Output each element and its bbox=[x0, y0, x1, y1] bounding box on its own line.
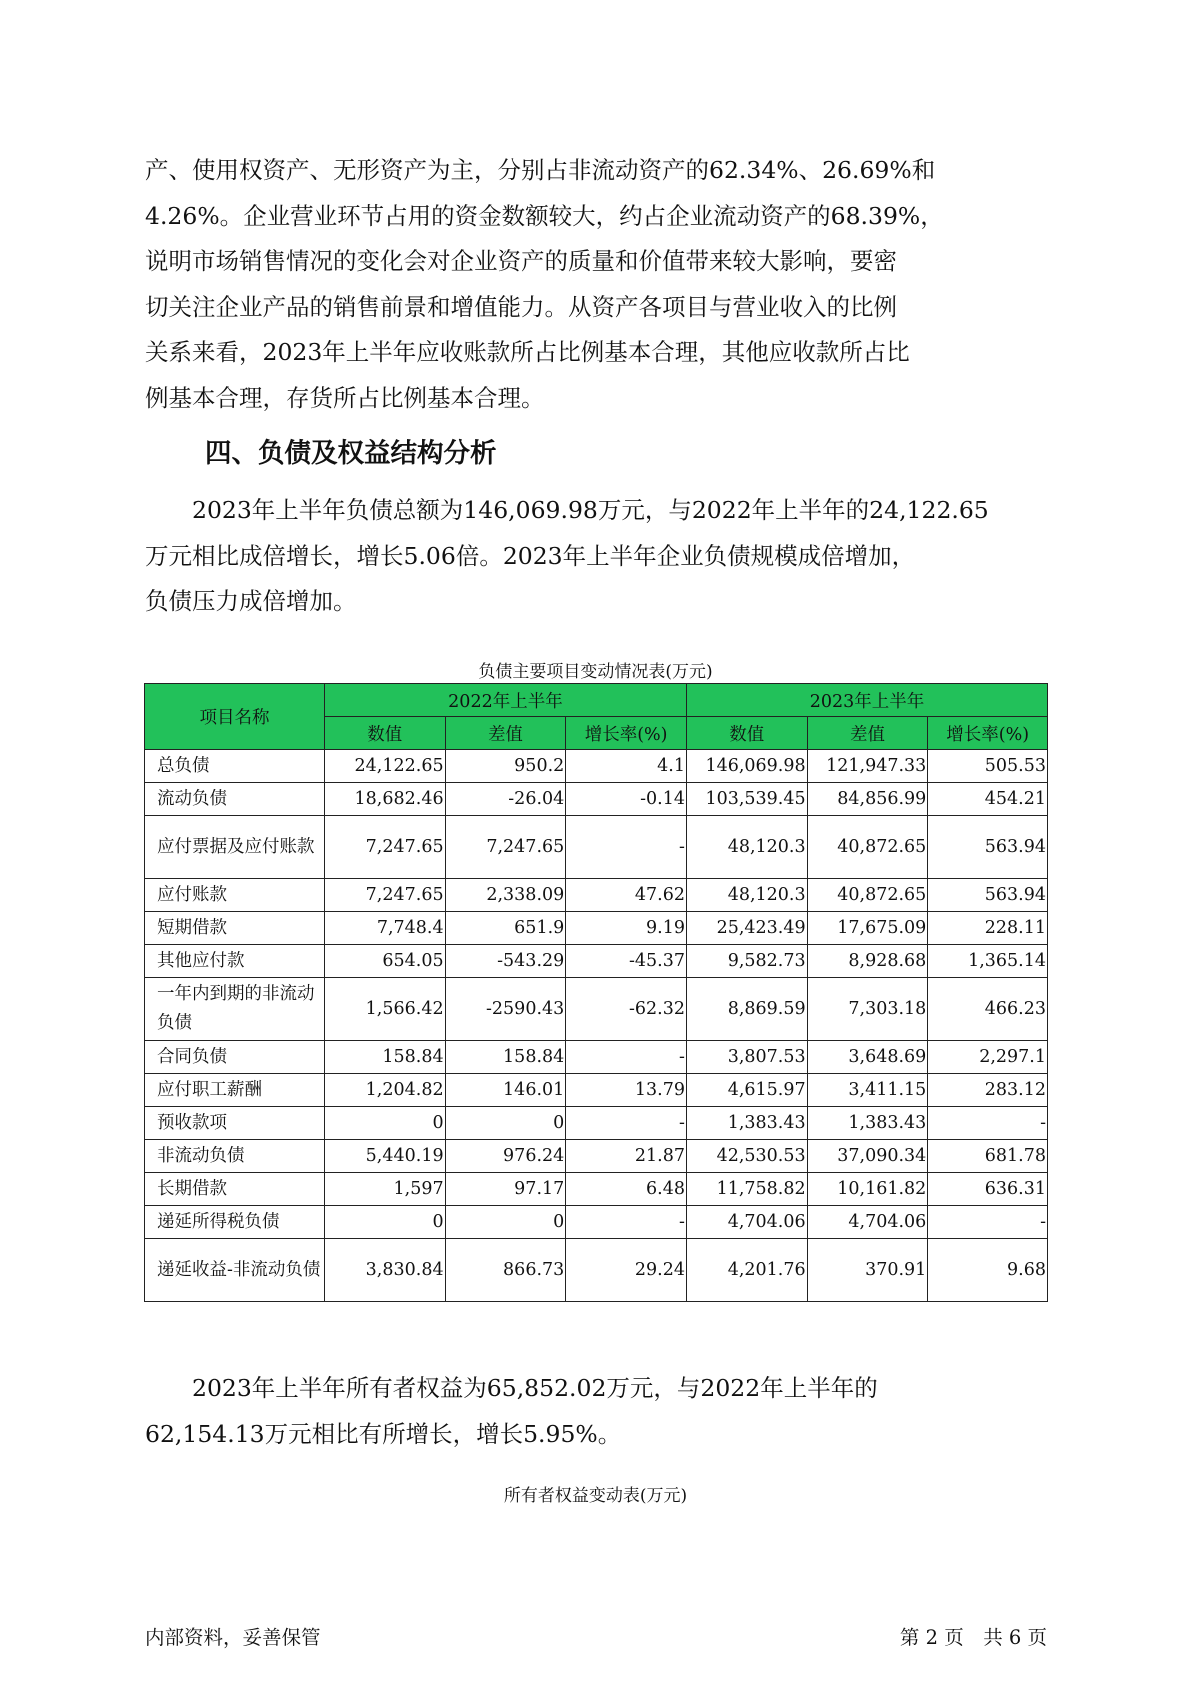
row-value-cell: 636.31 bbox=[928, 1173, 1048, 1206]
row-item-name: 流动负债 bbox=[145, 783, 325, 816]
table-row bbox=[145, 783, 1048, 816]
table-row bbox=[145, 750, 1048, 783]
row-value-cell: 40,872.65 bbox=[807, 816, 928, 879]
table-header-row bbox=[145, 684, 1048, 717]
row-value-cell: - bbox=[566, 1206, 687, 1239]
row-value-cell: -543.29 bbox=[445, 945, 566, 978]
row-item-name: 非流动负债 bbox=[145, 1140, 325, 1173]
row-value-cell: -26.04 bbox=[445, 783, 566, 816]
row-value-cell: 146,069.98 bbox=[686, 750, 807, 783]
row-item-name: 一年内到期的非流动负债 bbox=[145, 978, 325, 1041]
paragraph-asset-analysis bbox=[145, 148, 1045, 421]
row-item-name: 总负债 bbox=[145, 750, 325, 783]
row-value-cell: - bbox=[566, 1041, 687, 1074]
row-value-cell: 7,247.65 bbox=[324, 816, 445, 879]
row-value-cell: 0 bbox=[324, 1206, 445, 1239]
row-value-cell: 24,122.65 bbox=[324, 750, 445, 783]
row-item-name: 其他应付款 bbox=[145, 945, 325, 978]
row-item-name: 预收款项 bbox=[145, 1107, 325, 1140]
row-value-cell: 2,338.09 bbox=[445, 879, 566, 912]
row-value-cell: 9,582.73 bbox=[686, 945, 807, 978]
row-value-cell: -0.14 bbox=[566, 783, 687, 816]
row-value-cell: - bbox=[566, 1107, 687, 1140]
row-value-cell: 84,856.99 bbox=[807, 783, 928, 816]
row-value-cell: 158.84 bbox=[445, 1041, 566, 1074]
row-value-cell: 466.23 bbox=[928, 978, 1048, 1041]
row-value-cell: 8,869.59 bbox=[686, 978, 807, 1041]
row-value-cell: 9.68 bbox=[928, 1239, 1048, 1302]
row-value-cell: 47.62 bbox=[566, 879, 687, 912]
liability-table bbox=[144, 683, 1048, 1302]
section-heading: 四、负债及权益结构分析 bbox=[205, 438, 497, 469]
text-line: 2023年上半年所有者权益为65,852.02万元，与2022年上半年的 bbox=[145, 1374, 878, 1402]
header-period-2023: 2023年上半年 bbox=[686, 684, 1047, 717]
row-value-cell: 42,530.53 bbox=[686, 1140, 807, 1173]
row-value-cell: 505.53 bbox=[928, 750, 1048, 783]
row-value-cell: 7,247.65 bbox=[445, 816, 566, 879]
table-row bbox=[145, 1173, 1048, 1206]
row-value-cell: 370.91 bbox=[807, 1239, 928, 1302]
text-line: 切关注企业产品的销售前景和增值能力。从资产各项目与营业收入的比例 bbox=[145, 292, 897, 321]
text-line: 例基本合理，存货所占比例基本合理。 bbox=[145, 383, 545, 412]
row-value-cell: 651.9 bbox=[445, 912, 566, 945]
row-value-cell: 18,682.46 bbox=[324, 783, 445, 816]
row-value-cell: - bbox=[566, 816, 687, 879]
header-period-2022: 2022年上半年 bbox=[324, 684, 686, 717]
row-value-cell: 8,928.68 bbox=[807, 945, 928, 978]
table-row bbox=[145, 816, 1048, 879]
row-item-name: 短期借款 bbox=[145, 912, 325, 945]
table-row bbox=[145, 1041, 1048, 1074]
table-row bbox=[145, 1206, 1048, 1239]
text-line: 产、使用权资产、无形资产为主，分别占非流动资产的62.34%、26.69%和 bbox=[145, 156, 936, 184]
row-value-cell: 103,539.45 bbox=[686, 783, 807, 816]
row-value-cell: 121,947.33 bbox=[807, 750, 928, 783]
row-value-cell: 1,383.43 bbox=[686, 1107, 807, 1140]
row-value-cell: 13.79 bbox=[566, 1074, 687, 1107]
row-value-cell: 37,090.34 bbox=[807, 1140, 928, 1173]
row-item-name: 应付票据及应付账款 bbox=[145, 816, 325, 879]
row-value-cell: 97.17 bbox=[445, 1173, 566, 1206]
row-value-cell: 21.87 bbox=[566, 1140, 687, 1173]
row-item-name: 递延所得税负债 bbox=[145, 1206, 325, 1239]
footer-confidential-note: 内部资料，妥善保管 bbox=[145, 1626, 321, 1649]
row-value-cell: -62.32 bbox=[566, 978, 687, 1041]
row-value-cell: 25,423.49 bbox=[686, 912, 807, 945]
row-value-cell: 1,204.82 bbox=[324, 1074, 445, 1107]
row-value-cell: 5,440.19 bbox=[324, 1140, 445, 1173]
row-value-cell: 1,383.43 bbox=[807, 1107, 928, 1140]
row-value-cell: 4,201.76 bbox=[686, 1239, 807, 1302]
row-value-cell: 40,872.65 bbox=[807, 879, 928, 912]
text-line: 万元相比成倍增长，增长5.06倍。2023年上半年企业负债规模成倍增加， bbox=[145, 541, 916, 570]
table-row bbox=[145, 1140, 1048, 1173]
table-row bbox=[145, 879, 1048, 912]
row-value-cell: 681.78 bbox=[928, 1140, 1048, 1173]
row-value-cell: 866.73 bbox=[445, 1239, 566, 1302]
row-value-cell: 29.24 bbox=[566, 1239, 687, 1302]
row-value-cell: 4,704.06 bbox=[686, 1206, 807, 1239]
row-value-cell: 146.01 bbox=[445, 1074, 566, 1107]
text-line: 关系来看，2023年上半年应收账款所占比例基本合理，其他应收款所占比 bbox=[145, 338, 910, 366]
row-value-cell: -2590.43 bbox=[445, 978, 566, 1041]
table-caption: 负债主要项目变动情况表(万元) bbox=[478, 662, 713, 682]
header-item-name: 项目名称 bbox=[145, 684, 325, 750]
row-value-cell: 563.94 bbox=[928, 879, 1048, 912]
header-growth: 增长率(%) bbox=[928, 717, 1048, 750]
footer-page-number: 第 2 页 共 6 页 bbox=[899, 1626, 1047, 1649]
row-value-cell: 158.84 bbox=[324, 1041, 445, 1074]
row-value-cell: 454.21 bbox=[928, 783, 1048, 816]
row-item-name: 应付职工薪酬 bbox=[145, 1074, 325, 1107]
row-value-cell: 950.2 bbox=[445, 750, 566, 783]
row-value-cell: 6.48 bbox=[566, 1173, 687, 1206]
row-value-cell: 654.05 bbox=[324, 945, 445, 978]
row-value-cell: 2,297.1 bbox=[928, 1041, 1048, 1074]
row-value-cell: 3,411.15 bbox=[807, 1074, 928, 1107]
row-value-cell: 3,807.53 bbox=[686, 1041, 807, 1074]
header-value: 数值 bbox=[686, 717, 807, 750]
text-line: 2023年上半年负债总额为146,069.98万元，与2022年上半年的24,122.65 bbox=[145, 496, 989, 524]
row-value-cell: - bbox=[928, 1107, 1048, 1140]
table-row bbox=[145, 1239, 1048, 1302]
row-value-cell: 3,830.84 bbox=[324, 1239, 445, 1302]
row-value-cell: 7,303.18 bbox=[807, 978, 928, 1041]
row-value-cell: 563.94 bbox=[928, 816, 1048, 879]
row-value-cell: -45.37 bbox=[566, 945, 687, 978]
row-value-cell: 0 bbox=[324, 1107, 445, 1140]
table-row bbox=[145, 978, 1048, 1041]
row-value-cell: 1,365.14 bbox=[928, 945, 1048, 978]
text-line: 负债压力成倍增加。 bbox=[145, 587, 357, 615]
text-line: 4.26%。企业营业环节占用的资金数额较大，约占企业流动资产的68.39%， bbox=[145, 201, 944, 230]
header-diff: 差值 bbox=[807, 717, 928, 750]
row-value-cell: 976.24 bbox=[445, 1140, 566, 1173]
row-item-name: 合同负债 bbox=[145, 1041, 325, 1074]
row-item-name: 应付账款 bbox=[145, 879, 325, 912]
table-row bbox=[145, 945, 1048, 978]
table-row bbox=[145, 1074, 1048, 1107]
row-value-cell: 1,566.42 bbox=[324, 978, 445, 1041]
row-value-cell: 7,748.4 bbox=[324, 912, 445, 945]
header-diff: 差值 bbox=[445, 717, 566, 750]
row-value-cell: - bbox=[928, 1206, 1048, 1239]
text-line: 说明市场销售情况的变化会对企业资产的质量和价值带来较大影响，要密 bbox=[145, 247, 897, 275]
row-value-cell: 0 bbox=[445, 1107, 566, 1140]
row-value-cell: 0 bbox=[445, 1206, 566, 1239]
paragraph-liability-summary bbox=[145, 488, 1045, 625]
row-item-name: 递延收益-非流动负债 bbox=[145, 1239, 325, 1302]
header-growth: 增长率(%) bbox=[566, 717, 687, 750]
row-value-cell: 1,597 bbox=[324, 1173, 445, 1206]
header-value: 数值 bbox=[324, 717, 445, 750]
table-row bbox=[145, 912, 1048, 945]
row-value-cell: 11,758.82 bbox=[686, 1173, 807, 1206]
row-value-cell: 283.12 bbox=[928, 1074, 1048, 1107]
row-value-cell: 48,120.3 bbox=[686, 816, 807, 879]
table-row bbox=[145, 1107, 1048, 1140]
row-value-cell: 48,120.3 bbox=[686, 879, 807, 912]
text-line: 62,154.13万元相比有所增长，增长5.95%。 bbox=[145, 1419, 622, 1448]
row-value-cell: 17,675.09 bbox=[807, 912, 928, 945]
paragraph-equity-summary bbox=[145, 1366, 1045, 1457]
row-value-cell: 10,161.82 bbox=[807, 1173, 928, 1206]
equity-table-caption: 所有者权益变动表(万元) bbox=[503, 1486, 688, 1506]
row-value-cell: 7,247.65 bbox=[324, 879, 445, 912]
row-value-cell: 3,648.69 bbox=[807, 1041, 928, 1074]
row-value-cell: 228.11 bbox=[928, 912, 1048, 945]
row-value-cell: 4,704.06 bbox=[807, 1206, 928, 1239]
row-value-cell: 9.19 bbox=[566, 912, 687, 945]
row-value-cell: 4.1 bbox=[566, 750, 687, 783]
row-item-name: 长期借款 bbox=[145, 1173, 325, 1206]
row-value-cell: 4,615.97 bbox=[686, 1074, 807, 1107]
